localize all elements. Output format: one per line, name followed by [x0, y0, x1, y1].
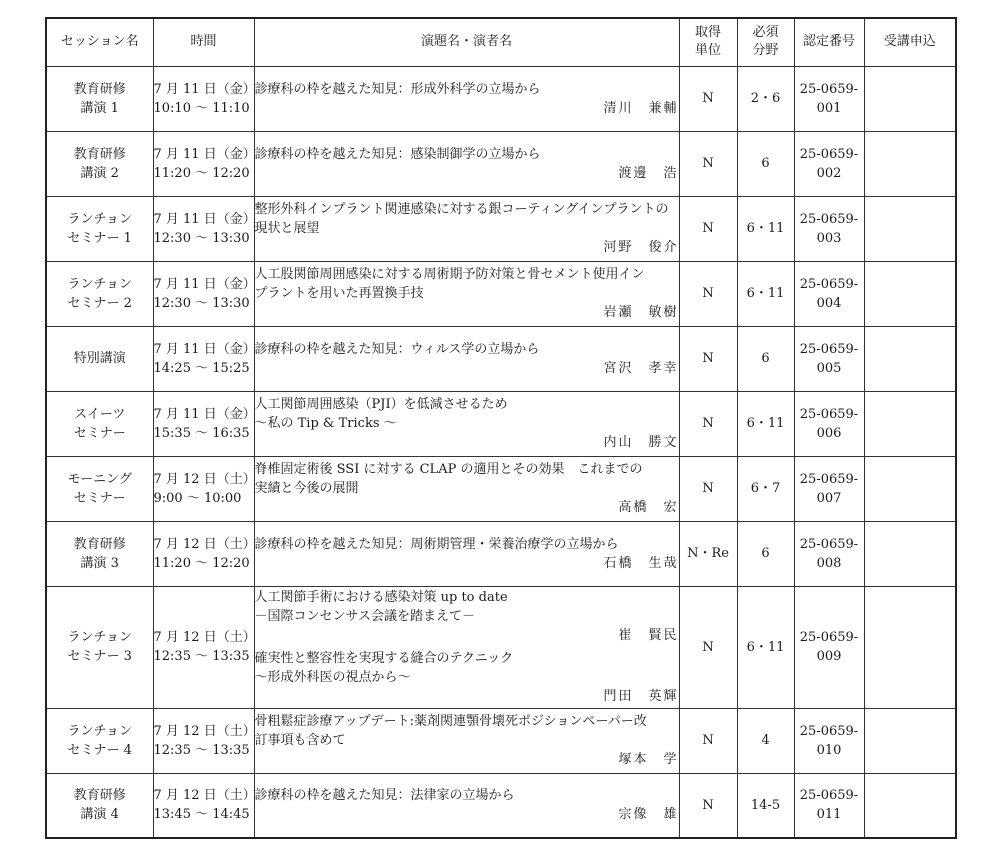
session-date: 7 月 11 日（金）: [153, 146, 256, 162]
lecture-block: [255, 395, 679, 452]
session-date: 7 月 11 日（金）: [153, 276, 256, 292]
field-cell: 6: [737, 521, 794, 586]
speaker-name: 高橋 宏: [618, 500, 679, 515]
table-row: [46, 66, 956, 131]
session-date: 7 月 12 日（土）: [153, 788, 256, 804]
lecture-title: 実績と今後の展開: [254, 481, 359, 496]
cert-number-part: 25-0659-: [799, 406, 859, 422]
field-cell: 6: [737, 131, 794, 196]
speaker-name: 渡邊 浩: [618, 165, 679, 181]
lecture-cell: [254, 391, 679, 456]
speaker-name: 宗像 雄: [618, 807, 679, 823]
cert-number-part: 006: [816, 425, 842, 441]
session-name: セミナー: [73, 425, 126, 441]
speaker-name: 河野 俊介: [603, 240, 679, 255]
unit-cell: N: [679, 586, 737, 708]
cert-number-part: 010: [816, 742, 842, 758]
apply-cell: [864, 456, 956, 521]
unit-cell: N: [679, 326, 737, 391]
field-cell: 6・7: [737, 456, 794, 521]
session-time: 15:35 ～ 16:35: [153, 425, 250, 441]
cert-number-cell: [794, 521, 864, 586]
field-cell: 6・11: [737, 391, 794, 456]
session-time: 14:25 ～ 15:25: [153, 360, 250, 376]
lecture-cell: [254, 521, 679, 586]
header-time: 時間: [153, 18, 254, 66]
schedule-table: [45, 17, 957, 839]
time-cell: [153, 261, 254, 326]
header-title-speaker: 演題名・演者名: [254, 18, 679, 66]
table-row: [46, 391, 956, 456]
session-date: 7 月 11 日（金）: [153, 81, 256, 97]
cert-number-part: 009: [816, 649, 842, 664]
lecture-title: ～形成外科医の視点から～: [254, 670, 411, 685]
unit-cell: N: [679, 456, 737, 521]
session-time: 10:10 ～ 11:10: [153, 100, 250, 116]
header-field-line2: 分野: [752, 43, 779, 59]
time-cell: [153, 773, 254, 838]
lecture-block: [255, 712, 679, 769]
session-date: 7 月 12 日（土）: [153, 471, 256, 487]
lecture-title: 診療科の枠を越えた知見：周術期管理・栄養治療学の立場から: [254, 536, 619, 552]
session-cell: [46, 196, 153, 261]
session-name: セミナー 3: [67, 649, 132, 664]
table-row: [46, 521, 956, 586]
session-name: 講演 3: [80, 555, 119, 571]
lecture-title: 診療科の枠を越えた知見：ウィルス学の立場から: [254, 341, 540, 357]
unit-cell: N: [679, 708, 737, 773]
apply-cell: [864, 521, 956, 586]
cert-number-cell: [794, 391, 864, 456]
lecture-title: 脊椎固定術後 SSI に対する CLAP の適用とその効果 これまでの: [254, 462, 643, 477]
lecture-title: 人工関節手術における感染対策 up to date: [254, 590, 508, 605]
table-row: [46, 261, 956, 326]
field-cell: 14-5: [737, 773, 794, 838]
table-row: [46, 456, 956, 521]
session-date: 7 月 11 日（金）: [153, 406, 256, 422]
cert-number-cell: [794, 326, 864, 391]
cert-number-part: 005: [816, 360, 842, 376]
header-unit-line1: 取得: [694, 25, 721, 41]
unit-cell: N: [679, 391, 737, 456]
time-cell: [153, 521, 254, 586]
field-cell: 6・11: [737, 261, 794, 326]
cert-number-part: 002: [816, 165, 842, 181]
lecture-block: [255, 265, 679, 322]
session-time: 12:30 ～ 13:30: [153, 295, 250, 311]
time-cell: [153, 326, 254, 391]
time-cell: [153, 708, 254, 773]
speaker-name: 岩瀬 敏樹: [603, 305, 679, 320]
session-time: 13:45 ～ 14:45: [153, 807, 250, 823]
table-row: [46, 196, 956, 261]
session-name: ランチョン: [67, 723, 133, 739]
session-cell: [46, 326, 153, 391]
session-name: 講演 2: [80, 165, 119, 181]
session-cell: [46, 391, 153, 456]
cert-number-part: 25-0659-: [799, 723, 859, 739]
table-row: [46, 586, 956, 708]
speaker-name: 崔 賢民: [618, 628, 679, 643]
time-cell: [153, 196, 254, 261]
session-name: スイーツ: [74, 406, 126, 422]
session-name: 講演 1: [80, 100, 119, 116]
header-row: [46, 18, 956, 66]
cert-number-part: 011: [816, 807, 842, 823]
lecture-cell: [254, 586, 679, 708]
lecture-title: 骨粗鬆症診療アップデート:薬剤関連顎骨壊死ポジションペーパー改: [254, 714, 647, 729]
table-row: [46, 131, 956, 196]
session-date: 7 月 11 日（金）: [153, 341, 256, 357]
cert-number-part: 25-0659-: [799, 341, 859, 357]
field-cell: 6・11: [737, 196, 794, 261]
session-cell: [46, 773, 153, 838]
unit-cell: N: [679, 261, 737, 326]
session-cell: [46, 708, 153, 773]
apply-cell: [864, 586, 956, 708]
time-cell: [153, 586, 254, 708]
session-cell: [46, 586, 153, 708]
speaker-name: 塚本 学: [618, 752, 679, 767]
session-name: ランチョン: [67, 630, 133, 645]
lecture-title: 診療科の枠を越えた知見：形成外科学の立場から: [254, 81, 541, 97]
lecture-block: [255, 460, 679, 517]
cert-number-cell: [794, 456, 864, 521]
session-name: 教育研修: [73, 81, 126, 97]
session-date: 7 月 12 日（土）: [153, 536, 256, 552]
session-name: セミナー 2: [67, 295, 132, 311]
speaker-name: 石橋 生哉: [603, 555, 679, 571]
lecture-cell: [254, 326, 679, 391]
speaker-name: 宮沢 孝幸: [603, 360, 679, 376]
lecture-block: [255, 535, 679, 573]
speaker-name: 門田 英輝: [603, 689, 679, 704]
session-cell: [46, 456, 153, 521]
field-cell: 2・6: [737, 66, 794, 131]
table-row: [46, 773, 956, 838]
apply-cell: [864, 131, 956, 196]
session-date: 7 月 12 日（土）: [153, 630, 256, 645]
unit-cell: N・Re: [679, 521, 737, 586]
unit-cell: N: [679, 131, 737, 196]
cert-number-cell: [794, 773, 864, 838]
session-name: セミナー 4: [67, 742, 132, 758]
cert-number-part: 25-0659-: [799, 471, 859, 487]
unit-cell: N: [679, 66, 737, 131]
lecture-block: [255, 145, 679, 183]
lecture-cell: [254, 66, 679, 131]
lecture-title: 整形外科インプラント関連感染に対する銀コーティングインプラントの: [254, 202, 669, 217]
table-row: [46, 326, 956, 391]
cert-number-part: 25-0659-: [799, 81, 859, 97]
field-cell: 6・11: [737, 586, 794, 708]
session-time: 12:30 ～ 13:30: [153, 230, 250, 246]
cert-number-part: 25-0659-: [799, 788, 859, 804]
unit-cell: N: [679, 196, 737, 261]
session-cell: [46, 521, 153, 586]
lecture-block: [255, 200, 679, 257]
lecture-title: 訂事項も含めて: [254, 733, 346, 748]
header-unit-line2: 単位: [694, 43, 721, 59]
speaker-name: 清川 兼輔: [603, 100, 679, 116]
session-time: 9:00 ～ 10:00: [153, 490, 242, 506]
session-name: ランチョン: [67, 276, 133, 292]
field-cell: 6: [737, 326, 794, 391]
cert-number-part: 25-0659-: [799, 211, 859, 227]
session-time: 12:35 ～ 13:35: [153, 742, 250, 758]
time-cell: [153, 456, 254, 521]
unit-cell: N: [679, 773, 737, 838]
speaker-name: 内山 勝文: [603, 435, 679, 450]
lecture-title: プラントを用いた再置換手技: [254, 286, 424, 301]
lecture-block: [255, 80, 679, 118]
cert-number-cell: [794, 586, 864, 708]
cert-number-part: 007: [816, 490, 842, 506]
apply-cell: [864, 261, 956, 326]
session-time: 11:20 ～ 12:20: [153, 165, 250, 181]
session-name: ランチョン: [67, 211, 133, 227]
table-row: [46, 708, 956, 773]
lecture-block: [255, 786, 679, 824]
cert-number-part: 003: [816, 230, 842, 246]
lecture-title: ～私の Tip & Tricks ～: [254, 416, 397, 431]
cert-number-part: 001: [816, 100, 842, 116]
cert-number-cell: [794, 261, 864, 326]
cert-number-part: 25-0659-: [799, 536, 859, 552]
session-time: 12:35 ～ 13:35: [153, 649, 250, 664]
header-cert-no: 認定番号: [794, 18, 864, 66]
session-cell: [46, 131, 153, 196]
apply-cell: [864, 326, 956, 391]
header-session: セッション名: [46, 18, 153, 66]
cert-number-part: 004: [816, 295, 842, 311]
session-date: 7 月 11 日（金）: [153, 211, 256, 227]
header-field: [737, 18, 794, 66]
lecture-block: [255, 588, 679, 645]
lecture-cell: [254, 708, 679, 773]
apply-cell: [864, 196, 956, 261]
header-field-line1: 必須: [752, 25, 779, 41]
session-time: 11:20 ～ 12:20: [153, 555, 250, 571]
lecture-title: －国際コンセンサス会議を踏まえて－: [254, 609, 475, 624]
lecture-block: [255, 649, 679, 706]
apply-cell: [864, 708, 956, 773]
header-unit: [679, 18, 737, 66]
lecture-cell: [254, 196, 679, 261]
time-cell: [153, 66, 254, 131]
lecture-title: 診療科の枠を越えた知見：法律家の立場から: [254, 788, 515, 804]
lecture-title: 現状と展望: [254, 221, 320, 236]
cert-number-part: 25-0659-: [799, 276, 859, 292]
lecture-cell: [254, 456, 679, 521]
session-name: セミナー: [73, 490, 126, 506]
session-name: 講演 4: [80, 807, 119, 823]
cert-number-cell: [794, 708, 864, 773]
cert-number-part: 25-0659-: [799, 630, 859, 645]
cert-number-cell: [794, 66, 864, 131]
lecture-cell: [254, 261, 679, 326]
session-name: 教育研修: [73, 536, 126, 552]
lecture-title: 確実性と整容性を実現する縫合のテクニック: [254, 651, 514, 666]
cert-number-part: 25-0659-: [799, 146, 859, 162]
cert-number-cell: [794, 131, 864, 196]
time-cell: [153, 131, 254, 196]
lecture-block: [255, 340, 679, 378]
cert-number-part: 008: [816, 555, 842, 571]
session-name: モーニング: [67, 471, 132, 487]
session-name: 特別講演: [73, 351, 126, 366]
session-date: 7 月 12 日（土）: [153, 723, 256, 739]
header-apply: 受講申込: [864, 18, 956, 66]
field-cell: 4: [737, 708, 794, 773]
apply-cell: [864, 773, 956, 838]
lecture-cell: [254, 131, 679, 196]
session-cell: [46, 66, 153, 131]
session-cell: [46, 261, 153, 326]
cert-number-cell: [794, 196, 864, 261]
apply-cell: [864, 66, 956, 131]
lecture-cell: [254, 773, 679, 838]
lecture-title: 診療科の枠を越えた知見：感染制御学の立場から: [254, 146, 541, 162]
session-name: 教育研修: [73, 788, 126, 804]
lecture-title: 人工股関節周囲感染に対する周術期予防対策と骨セメント使用イン: [254, 267, 645, 282]
time-cell: [153, 391, 254, 456]
lecture-title: 人工関節周囲感染（PJI）を低減させるため: [254, 397, 508, 412]
apply-cell: [864, 391, 956, 456]
session-name: 教育研修: [73, 146, 126, 162]
session-name: セミナー 1: [67, 230, 132, 246]
